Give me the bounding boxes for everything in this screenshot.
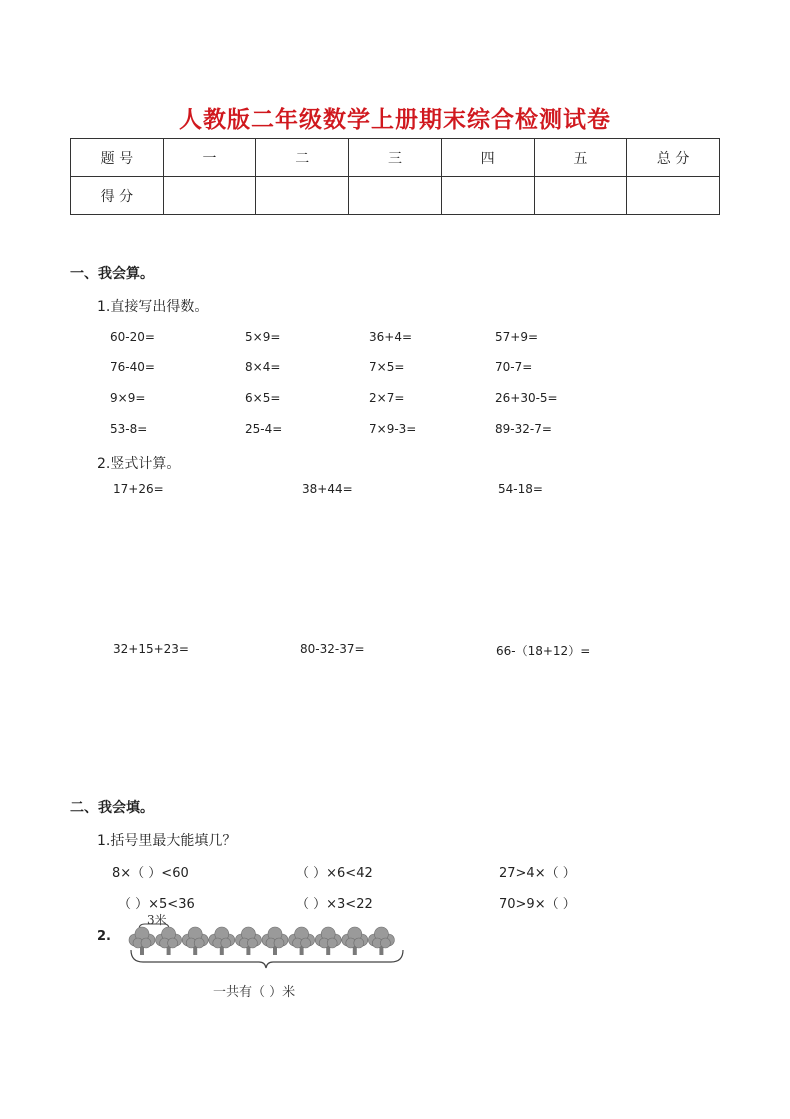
score-cell-total[interactable] [627, 177, 720, 215]
calc-r4c1: 53-8= [110, 422, 148, 436]
total-brace [131, 950, 403, 968]
fill-r1c2: （ ）×6<42 [296, 866, 373, 881]
section1-heading: 一、我会算。 [70, 266, 154, 282]
calc-r1c2: 5×9= [245, 330, 281, 344]
tree-icon [342, 927, 368, 955]
calc-r2c2: 8×4= [245, 360, 281, 374]
section2-q2-number: 2. [97, 929, 111, 944]
calc-r4c4: 89-32-7= [495, 422, 552, 436]
calc-r2c3: 7×5= [369, 360, 405, 374]
total-length-question: 一共有（ ）米 [213, 985, 296, 1000]
calc-r3c4: 26+30-5= [495, 391, 558, 405]
calc-r2c1: 76-40= [110, 360, 155, 374]
tree-icon [315, 927, 341, 955]
vertical-calc-r2c3: 66-（18+12）= [496, 644, 591, 658]
tree-icon [182, 927, 208, 955]
tree-icon [289, 927, 315, 955]
tree-icon [209, 927, 235, 955]
tree-gap-label: 3米 [147, 913, 167, 927]
score-row-label: 得 分 [71, 177, 164, 215]
score-header-3: 三 [349, 139, 442, 177]
score-table [70, 138, 720, 215]
score-header-1: 一 [163, 139, 256, 177]
score-header-2: 二 [256, 139, 349, 177]
calc-r1c4: 57+9= [495, 330, 539, 344]
score-header-label: 题 号 [71, 139, 164, 177]
vertical-calc-r2c1: 32+15+23= [113, 642, 189, 656]
section2-heading: 二、我会填。 [70, 800, 154, 816]
score-table-header-row [71, 139, 720, 177]
tree-icon [262, 927, 288, 955]
calc-r4c3: 7×9-3= [369, 422, 417, 436]
calc-r1c3: 36+4= [369, 330, 413, 344]
section1-q2-title: 2.竖式计算。 [97, 456, 181, 472]
score-cell-5[interactable] [534, 177, 627, 215]
calc-r3c1: 9×9= [110, 391, 146, 405]
score-header-4: 四 [441, 139, 534, 177]
fill-r2c2: （ ）×3<22 [296, 897, 373, 912]
score-header-5: 五 [534, 139, 627, 177]
score-header-total: 总 分 [627, 139, 720, 177]
calc-r2c4: 70-7= [495, 360, 533, 374]
calc-r1c1: 60-20= [110, 330, 155, 344]
fill-r2c1: （ ）×5<36 [118, 897, 195, 912]
score-cell-4[interactable] [441, 177, 534, 215]
fill-r2c3: 70>9×（ ） [499, 897, 576, 912]
tree-row-figure [125, 922, 410, 972]
calc-r3c3: 2×7= [369, 391, 405, 405]
calc-r3c2: 6×5= [245, 391, 281, 405]
score-cell-2[interactable] [256, 177, 349, 215]
vertical-calc-r1c2: 38+44= [302, 482, 353, 496]
score-cell-1[interactable] [163, 177, 256, 215]
tree-icon [129, 927, 155, 955]
section2-q1-title: 1.括号里最大能填几？ [97, 833, 237, 849]
vertical-calc-r2c2: 80-32-37= [300, 642, 365, 656]
vertical-calc-r1c3: 54-18= [498, 482, 543, 496]
tree-icon [235, 927, 261, 955]
page-title: 人教版二年级数学上册期末综合检测试卷 [179, 106, 611, 133]
calc-r4c2: 25-4= [245, 422, 283, 436]
score-table-score-row [71, 177, 720, 215]
fill-r1c3: 27>4×（ ） [499, 866, 576, 881]
tree-row [129, 927, 394, 955]
tree-icon [368, 927, 394, 955]
fill-r1c1: 8×（ ）<60 [112, 866, 189, 881]
section1-q1-title: 1.直接写出得数。 [97, 299, 209, 315]
vertical-calc-r1c1: 17+26= [113, 482, 164, 496]
tree-icon [156, 927, 182, 955]
score-cell-3[interactable] [349, 177, 442, 215]
